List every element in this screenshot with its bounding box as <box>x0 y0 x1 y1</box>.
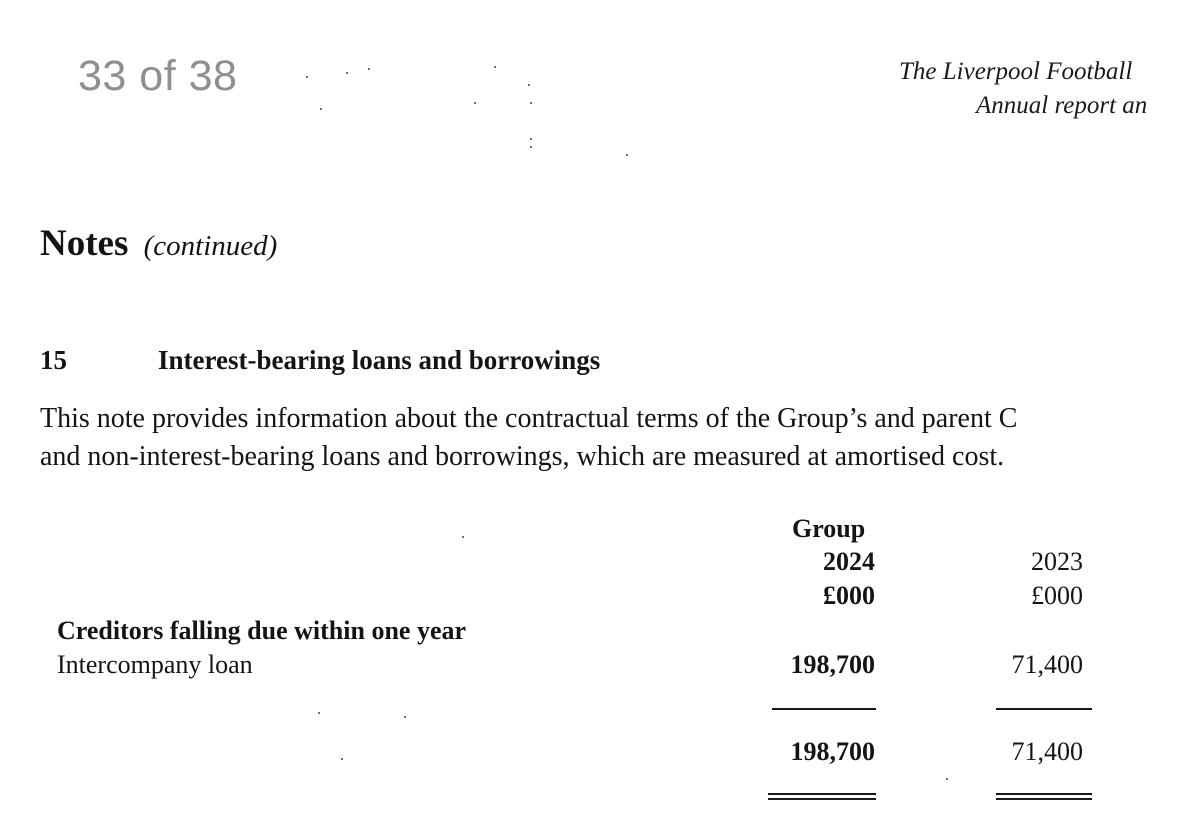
scan-speck <box>494 66 496 68</box>
table-cell-2023: 71,400 <box>1011 650 1083 679</box>
table-cell-2024: 198,700 <box>790 650 875 679</box>
column-year-2023: 2023 <box>1031 547 1083 576</box>
notes-heading-text: Notes <box>40 223 129 264</box>
page-counter: 33 of 38 <box>78 52 238 100</box>
scan-speck <box>346 72 348 74</box>
notes-continued-text: (continued) <box>143 230 278 262</box>
scan-speck <box>474 102 476 104</box>
column-unit-2024: £000 <box>823 581 875 610</box>
subtotal-rule-2023 <box>996 708 1092 710</box>
paragraph-line-1: This note provides information about the contractual terms of the Group’s and parent C <box>40 403 1018 434</box>
total-double-rule-2023-bottom <box>996 798 1092 800</box>
column-unit-2023: £000 <box>1031 581 1083 610</box>
scan-speck <box>530 102 532 104</box>
report-header-line-2: Annual report an <box>976 92 1148 119</box>
section-number: 15 <box>40 345 67 375</box>
table-section-heading: Creditors falling due within one year <box>57 616 467 645</box>
notes-heading <box>40 222 277 265</box>
total-double-rule-2024-bottom <box>768 798 876 800</box>
paragraph-line-2: and non-interest-bearing loans and borrowings, which are measured at amortised cost. <box>40 441 1005 472</box>
report-header-line-1: The Liverpool Football <box>899 58 1133 85</box>
scan-speck <box>946 778 948 780</box>
column-year-2024: 2024 <box>823 547 875 576</box>
scan-speck <box>368 68 370 70</box>
table-row-label: Intercompany loan <box>57 650 253 679</box>
total-cell-2023: 71,400 <box>1011 737 1083 766</box>
scan-speck <box>404 716 406 718</box>
column-group-label: Group <box>792 514 866 543</box>
scan-speck <box>530 146 532 148</box>
scan-speck <box>320 108 322 110</box>
total-double-rule-2023-top <box>996 793 1092 795</box>
scan-speck <box>341 758 343 760</box>
scan-speck <box>318 712 320 714</box>
total-cell-2024: 198,700 <box>790 737 875 766</box>
scan-speck <box>530 138 532 140</box>
scan-speck <box>306 76 308 78</box>
scan-speck <box>626 154 628 156</box>
subtotal-rule-2024 <box>772 708 876 710</box>
scan-speck <box>462 536 464 538</box>
total-double-rule-2024-top <box>768 793 876 795</box>
scan-speck <box>528 84 530 86</box>
section-title: Interest-bearing loans and borrowings <box>158 345 601 375</box>
